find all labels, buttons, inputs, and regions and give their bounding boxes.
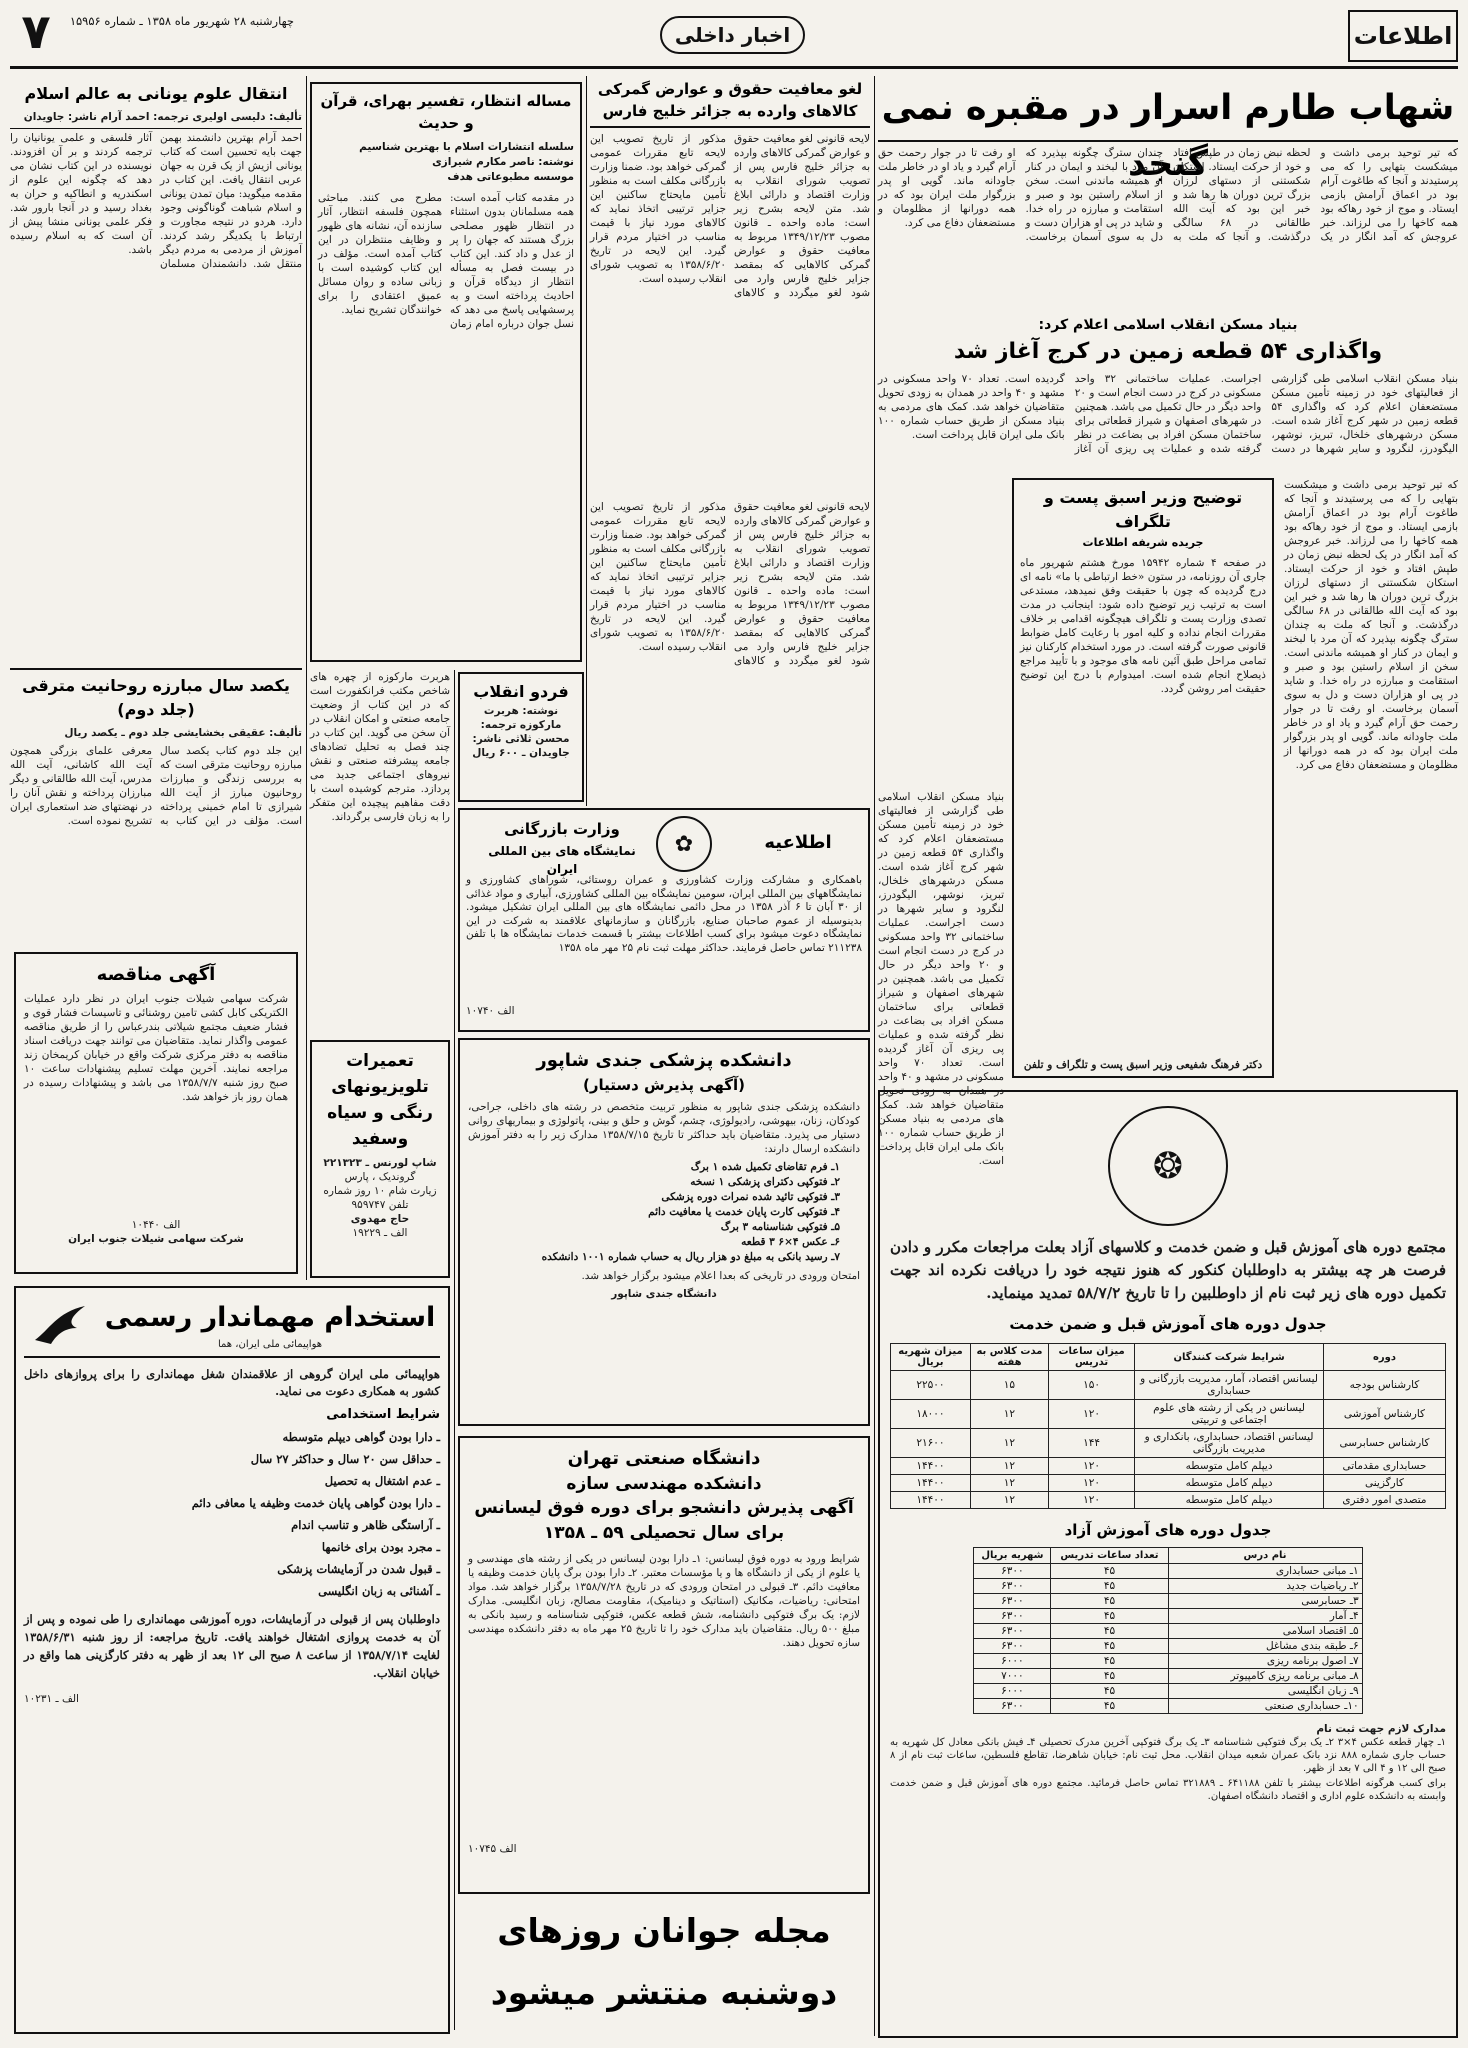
sanati-uni: دانشگاه صنعتی تهران	[567, 1448, 761, 1469]
table-cell: ۴۵	[1051, 1654, 1168, 1669]
table-cell: ۲ـ ریاضیات جدید	[1168, 1579, 1362, 1594]
post-sub: جریده شریفه اطلاعات	[1082, 536, 1204, 549]
ghabl-table-2	[973, 1547, 1362, 1714]
table-cell: ۴ـ آمار	[1168, 1609, 1362, 1624]
table-row	[974, 1594, 1362, 1609]
homa-cond-title: شرایط استخدامی	[326, 1407, 440, 1422]
ghabl-table2-title: جدول دوره های آموزش آزاد	[1064, 1521, 1272, 1539]
expo-box	[458, 808, 870, 1032]
expo-ministry: وزارت بازرگانی	[504, 820, 620, 838]
intizar-body: در مقدمه کتاب آمده است: همه مسلمانان بدون استثناء در انتظار ظهور مصلحی بزرگ هستند که جهان را پر از عدل و داد کند. این کتاب در بیست فصل به مسأله انتظار از دیدگاه قرآن و احادیث پرداخته است و به پرسشهایی پاسخ می دهد که نسل جوان درباره امام زمان مطرح می کنند. مباحثی همچون فلسفه انتظار، آثار سازنده آن، نشانه های ظهور و وظایف منتظران در این کتاب آمده است. مؤلف در این کتاب کوشیده است با زبانی ساده و روان مسائل عمیق اعتقادی را برای خوانندگان تشریح نماید.	[318, 192, 574, 330]
ghabl-table-1	[890, 1343, 1446, 1509]
customs-continued-text: لایحه قانونی لغو معافیت حقوق و عوارض گمرکی کالاهای وارده به جزائر خلیج فارس پس از تصویب شورای انقلاب به وزارت اقتصاد و دارائی ابلاغ شد. متن لایحه بشرح زیر است: ماده واحده ـ قانون مصوب ۱۳۴۹/۱۲/۲۳ مربوط به معافیت حقوق و عوارض گمرکی کالاهایی که بمقصد جزایر خلیج فارس وارد می شود لغو میگردد و کالاهای مذکور از تاریخ تصویب این لایحه تابع مقررات عمومی گمرکی خواهد بود. ضمنا وزارت بازرگانی مکلف است به منظور تأمین مایحتاج ساکنین این جزایر ترتیبی اتخاذ نماید که کالاهای مورد نیاز با قیمت مناسب در اختیار مردم قرار گیرد. این لایحه در تاریخ ۱۳۵۸/۶/۲۰ به تصویب شورای انقلاب رسیده است.	[590, 501, 870, 667]
table-cell: ۱۸۰۰۰	[891, 1400, 971, 1429]
yekom-article	[10, 674, 302, 944]
tender-box	[14, 952, 298, 1274]
expo-logo-icon: ✿	[656, 816, 712, 872]
table-cell: ۱۴۴	[1048, 1429, 1134, 1458]
yekom-headline: یکصد سال مبارزه روحانیت مترقی (جلد دوم)	[22, 676, 290, 719]
customs-article	[590, 78, 870, 498]
table-header-row	[974, 1548, 1362, 1564]
table-cell: ۱۲	[970, 1429, 1048, 1458]
col-rule-1	[874, 76, 875, 2036]
tender-body: شرکت سهامی شیلات جنوب ایران در نظر دارد عملیات الکتریکی کابل کشی تامین روشنائی و تاسیسات فشار قوی و فشار ضعیف مجتمع شیلاتی بندرعباس را از طریق مناقصه عمومی واگذار نماید. متقاضیان می توانند جهت دریافت اسناد مناقصه به دفتر مرکزی شرکت واقع در خیابان کریمخان زند مراجعه نمایند. آخرین مهلت تسلیم پیشنهادات ساعت ۱۰ صبح روز شنبه ۱۳۵۸/۷/۷ می باشد و پیشنهادات رسیده در همان روز باز خواهد شد.	[24, 993, 288, 1103]
table-row	[974, 1654, 1362, 1669]
jondi-item: ۳ـ فتوکپی تائید شده نمرات دوره پزشکی	[661, 1191, 840, 1203]
table-cell: ۴۵	[1051, 1579, 1168, 1594]
table-cell: دیپلم کامل متوسطه	[1135, 1475, 1324, 1492]
jondi-item: ۷ـ رسید بانکی به مبلغ دو هزار ریال به حساب شماره ۱۰۰۱ دانشکده	[541, 1251, 840, 1263]
table-cell: ۷ـ اصول برنامه ریزی	[1168, 1654, 1362, 1669]
ghabl-box	[878, 1090, 1458, 2038]
table-cell: دیپلم کامل متوسطه	[1135, 1458, 1324, 1475]
yekom-body: این جلد دوم کتاب یکصد سال مبارزه روحانیت مترقی است که به بررسی زندگی و مبارزات روحانیون مبارز از آیت الله شیرازی تا امام خمینی پرداخته است. مؤلف در این کتاب به معرفی علمای بزرگی همچون آیت الله کاشانی، آیت الله مدرس، آیت الله طالقانی و دیگر مبارزان پرداخته و نقش آنان را در نهضتهای ضد استعماری ایران تشریح نموده است.	[10, 745, 302, 827]
repair-ref: الف ـ ۱۹۲۲۹	[352, 1227, 408, 1239]
magazine-ad	[458, 1900, 870, 2040]
lead-rule	[878, 140, 1458, 142]
table-cell: ۹ـ زبان انگلیسی	[1168, 1684, 1362, 1699]
bonyad-kicker: بنیاد مسکن انقلاب اسلامی اعلام کرد:	[1038, 317, 1298, 333]
ghabl-docs-title: مدارک لازم جهت ثبت نام	[1316, 1723, 1446, 1735]
repair-hours: زیارت شام ۱۰ روز شماره تلفن ۹۵۹۷۴۷	[323, 1185, 437, 1211]
table-header: شهریه بریال	[974, 1548, 1051, 1564]
marcuse-column	[310, 670, 450, 1030]
jondi-box	[458, 1038, 870, 1426]
tender-title: آگهی مناقصه	[96, 964, 216, 985]
homa-condition: ـ دارا بودن گواهی پایان خدمت وظیفه یا معافی دائم	[191, 1496, 440, 1510]
table-row	[974, 1669, 1362, 1684]
magazine-line-1: مجله جوانان روزهای	[497, 1911, 831, 1950]
table-cell: ۶۰۰۰	[974, 1654, 1051, 1669]
repair-addr: گروندیک ، پارس	[344, 1171, 416, 1183]
table-cell: ۱۲	[970, 1492, 1048, 1509]
table-header: تعداد ساعات تدریس	[1051, 1548, 1168, 1564]
bonyad-continued-text: بنیاد مسکن انقلاب اسلامی طی گزارشی از فعالیتهای خود در زمینه تأمین مسکن مستضعفان اعلام کرد که واگذاری ۵۴ قطعه زمین در شهر کرج آغاز شده است. مسکن درشهرهای خلخال، تبریز، نوشهر، الیگودرز، لنگرود و سایر شهرها در دست اجراست. عملیات ساختمانی ۳۲ واحد مسکونی در کرج در دست انجام است و ۲۰ واحد دیگر در حال تکمیل می باشد. همچنین در شهرهای اصفهان و شیراز قطعاتی برای ساختمان مسکن افراد بی بضاعت در نظر گرفته شده و عملیات پی ریزی آن آغاز گردیده است. تعداد ۷۰ واحد مسکونی در مشهد و ۴۰ واحد در همدان به زودی تحویل متقاضیان خواهد شد. کمک های مردمی به بنیاد مسکن از طریق حساب شماره ۱۰۰ بانک ملی ایران قابل پرداخت است.	[877, 791, 1004, 1167]
jondi-foot: امتحان ورودی در تاریخی که بعدا اعلام میشود برگزار خواهد شد.	[581, 1270, 860, 1282]
table-row	[891, 1371, 1446, 1400]
customs-continued	[590, 500, 870, 780]
table-row	[974, 1609, 1362, 1624]
sanati-title: آگهی پذیرش دانشجو برای دوره فوق لیسانس برای سال تحصیلی ۵۹ ـ ۱۳۵۸	[474, 1498, 854, 1543]
bonyad-continued	[877, 790, 1004, 1167]
table-header: شرایط شرکت کنندگان	[1135, 1344, 1324, 1371]
col-rule-3	[306, 76, 307, 1280]
repair-name: حاج مهدوی	[350, 1213, 410, 1225]
homa-condition: ـ حداقل سن ۲۰ سال و حداکثر ۲۷ سال	[250, 1452, 440, 1466]
post-telegraph-box	[1012, 478, 1274, 1078]
repair-shop: شاپ لورنس ـ ۲۲۱۳۲۳	[323, 1157, 437, 1169]
sanati-dept: دانشکده مهندسی سازه	[566, 1474, 762, 1494]
table-cell: ۴۵	[1051, 1624, 1168, 1639]
homa-note: داوطلبان پس از قبولی در آزمایشات، دوره آموزشی مهمانداری را طی نموده و پس از آن به خدمت پروازی اشتغال خواهند یافت. تاریخ مراجعه: از روز شنبه ۱۳۵۸/۶/۳۱ لغایت ۱۳۵۸/۷/۱۴ از ساعت ۸ صبح الی ۱۲ بعد از ظهر به دفتر کارگزینی هما واقع در خیابان انقلاب.	[24, 1612, 440, 1680]
jondi-uni: دانشکده پزشکی جندی شاپور	[536, 1050, 792, 1071]
lead-continued-text: که تیر توحید برمی داشت و میشکست بتهایی را که می پرستیدند و آنجا که طاغوت آرام بود در اعماق آرامش بازمی ایستاد. و موج از خود رهاکه بود همه کاخها را می لرزاند. خبر عروجش که آمد انگار در یک لحظه نبض زمان در طپش افتاد و خود از حرکت ایستاد. استکان شکستنی از دستهای لرزان بزرگ ترین دوران ها رها شد و خبر این بود که آیت الله طالقانی در ۶۸ سالگی درگذشت. و آنجا که ملت به چندان سترگ چگونه بپذیرد که آن مرد با لبخند و ایمان در کنار او همیشه ماندنی است. سخن از اسلام راستین بود و صبر و استقامت و مبارزه در راه خدا. و شاید در پی او هزاران دست و دل به سوی آسمان برخاست. او رفت تا در جوار رحمت حق آرام گیرد و یاد او در خاطر ملت جاودانه ماند. گویی او پدر بزرگوار ملت ایران بود که در همه دورانها از مظلومان و مستضعفان دفاع می کرد.	[1284, 479, 1458, 771]
table-cell: کارشناس حسابرسی	[1323, 1429, 1445, 1458]
sanati-body: شرایط ورود به دوره فوق لیسانس: ۱ـ دارا بودن لیسانس در یکی از رشته های مهندسی و یا علوم از یکی از دانشگاه ها و یا مؤسسات معتبر. ۲ـ دارا بودن برگ پایان خدمت وظیفه یا معافیت دائم. ۳ـ قبولی در امتحان ورودی که در تاریخ ۱۳۵۸/۷/۲۸ برگزار خواهد شد. مواد امتحانی: ریاضیات، مکانیک (استاتیک و دینامیک)، مقاومت مصالح، زبان انگلیسی. مدارک لازم: یک برگ فتوکپی دانشنامه، شش قطعه عکس، فتوکپی شناسنامه و رسید بانکی به مبلغ ۵۰۰ ریال. متقاضیان باید مدارک خود را تا تاریخ ۲۵ مهر ماه به دفتر دانشکده مهندسی سازه تحویل دهند.	[468, 1553, 860, 1649]
table-header: میزان شهریه بریال	[891, 1344, 971, 1371]
table-cell: ۱۵۰	[1048, 1371, 1134, 1400]
table-cell: ۷۰۰۰	[974, 1669, 1051, 1684]
tv-repair-box	[310, 1040, 450, 1278]
intizar-meta	[318, 140, 574, 185]
table-row	[891, 1429, 1446, 1458]
newspaper-logo: اطلاعات	[1348, 10, 1458, 62]
table-cell: ۱۲۰	[1048, 1475, 1134, 1492]
table-row	[891, 1458, 1446, 1475]
table-cell: ۱۴۴۰۰	[891, 1492, 971, 1509]
table-cell: ۴۵	[1051, 1564, 1168, 1579]
homa-condition: ـ دارا بودن گواهی دیپلم متوسطه	[282, 1430, 440, 1444]
page-number: ۷	[21, 4, 51, 60]
table-row	[974, 1624, 1362, 1639]
table-row	[891, 1492, 1446, 1509]
table-cell: ۴۵	[1051, 1609, 1168, 1624]
tender-ref: الف ۱۰۴۴۰	[131, 1219, 181, 1231]
table-row	[974, 1699, 1362, 1714]
table-cell: ۱۲۰	[1048, 1492, 1134, 1509]
table-cell: ۶۳۰۰	[974, 1699, 1051, 1714]
greek-bottom-rule	[10, 668, 302, 670]
table-cell: ۵ـ اقتصاد اسلامی	[1168, 1624, 1362, 1639]
table-cell: ۴۵	[1051, 1594, 1168, 1609]
lead-continued	[1284, 478, 1458, 1078]
homa-bird-svg	[31, 1302, 91, 1348]
jondi-item: ۶ـ عکس ۴×۶ ۳ قطعه	[741, 1236, 840, 1248]
farvo-meta: نوشته: هربرت مارکوزه ترجمه: محسن ثلاثی ناشر: جاویدان ـ ۶۰۰ ریال	[472, 705, 570, 759]
lead-headline: شهاب طارم اسرار در مقبره نمی گنجد	[881, 88, 1455, 184]
table-cell: ۶۳۰۰	[974, 1594, 1051, 1609]
homa-condition: ـ آراستگی ظاهر و تناسب اندام	[291, 1518, 440, 1532]
ghabl-intro: مجتمع دوره های آموزش قبل و ضمن خدمت و کلاسهای آزاد بعلت مراجعات مکرر و دادن فرصت هر چه بیشتر به داوطلبان کنکور که هنوز نتیجه خود را دریافت نکرده اند جهت تکمیل دوره های زیر ثبت نام از داوطلبین را تا تاریخ ۵۸/۷/۲ تمدید مینماید.	[890, 1238, 1446, 1302]
jondi-item: ۴ـ فتوکپی کارت پایان خدمت یا معافیت دائم	[648, 1206, 840, 1218]
table-cell: ۱۰ـ حسابداری صنعتی	[1168, 1699, 1362, 1714]
table-cell: ۴۵	[1051, 1699, 1168, 1714]
greek-rule	[10, 128, 302, 129]
magazine-line-2: دوشنبه منتشر میشود	[490, 1973, 838, 2012]
table-cell: کارشناس بودجه	[1323, 1371, 1445, 1400]
intizar-meta-3: موسسه مطبوعاتی هدف	[447, 171, 574, 183]
post-headline: توضیح وزیر اسبق پست و تلگراف	[1043, 488, 1243, 531]
ghabl-logo-icon: ❂	[1108, 1106, 1228, 1226]
table-cell: ۱۴۴۰۰	[891, 1458, 971, 1475]
ghabl-foot: برای کسب هرگونه اطلاعات بیشتر با تلفن ۶۴۱۱۸۸ ـ ۳۲۱۸۸۹ تماس حاصل فرمائید. مجتمع دوره های آموزش قبل و ضمن خدمت وابسته به دانشکده علوم اداری و اقتصاد دانشگاه اصفهان.	[890, 1778, 1447, 1802]
table-cell: ۴۵	[1051, 1669, 1168, 1684]
bonyad-headline: واگذاری ۵۴ قطعه زمین در کرج آغاز شد	[953, 339, 1383, 364]
homa-box	[14, 1286, 450, 2034]
issue-date: چهارشنبه ۲۸ شهریور ماه ۱۳۵۸ ـ شماره ۱۵۹۵۶	[69, 14, 294, 28]
masthead-rule	[10, 66, 1458, 69]
table-header: میزان ساعات تدریس	[1048, 1344, 1134, 1371]
jondi-body: دانشکده پزشکی جندی شاپور به منظور تربیت متخصص در رشته های داخلی، جراحی، کودکان، زنان، بیهوشی، رادیولوژی، چشم، گوش و حلق و بینی، پاتولوژی و بیماریهای روانی دستیار می پذیرد. متقاضیان باید حداکثر تا تاریخ ۱۳۵۸/۷/۱۵ مدارک زیر را به دفتر آموزش دانشکده ارسال دارند:	[468, 1101, 860, 1155]
table-cell: ۴۵	[1051, 1684, 1168, 1699]
expo-header	[466, 816, 862, 874]
col-rule-4	[454, 670, 455, 2030]
intizar-meta-2: نوشته: ناصر مکارم شیرازی	[432, 156, 574, 168]
jondi-item: ۵ـ فتوکپی شناسنامه ۳ برگ	[720, 1221, 840, 1233]
table-cell: کارشناس آموزشی	[1323, 1400, 1445, 1429]
table-cell: لیسانس در یکی از رشته های علوم اجتماعی و تربیتی	[1135, 1400, 1324, 1429]
intizar-meta-1: سلسله انتشارات اسلام با بهترین شناسیم	[359, 141, 574, 153]
table-cell: ۱۲۰	[1048, 1458, 1134, 1475]
greek-meta: تألیف: دلیسی اولیری ترجمه: احمد آرام ناشر: جاویدان	[23, 111, 302, 123]
table-cell: ۱۲	[970, 1475, 1048, 1492]
table-row	[974, 1684, 1362, 1699]
post-signature: دکتر فرهنگ شفیعی وزیر اسبق پست و تلگراف و تلفن	[1023, 1059, 1263, 1071]
table-cell: ۶۰۰۰	[974, 1684, 1051, 1699]
table-cell: ۱۵	[970, 1371, 1048, 1400]
table-cell: ۶۳۰۰	[974, 1564, 1051, 1579]
table-cell: ۱۴۴۰۰	[891, 1475, 971, 1492]
post-body: در صفحه ۴ شماره ۱۵۹۴۲ مورخ هشتم شهریور ماه جاری آن روزنامه، در ستون «خط ارتباطی با ما» نامه ای درج گردیده که چون با حقیقت وفق نمیدهد، مستدعی است به ترتیب زیر توضیح داده شود: اینجانب در مدت تصدی وزارت پست و تلگراف هیچگونه اقدامی بر خلاف مقررات انجام نداده و کلیه امور با رعایت کامل ضوابط قانونی صورت گرفته است. در مورد استخدام کارکنان نیز تمامی مراحل طبق آئین نامه های موجود و با تأیید مراجع ذیصلاح انجام شده است. امیدوارم با درج این توضیح حقیقت امر روشن گردد.	[1020, 557, 1266, 695]
customs-rule	[590, 126, 870, 128]
table-cell: ۶۳۰۰	[974, 1624, 1051, 1639]
expo-ref: الف ۱۰۷۴۰	[466, 1005, 515, 1017]
customs-headline: لغو معافیت حقوق و عوارض گمرکی کالاهای وارده به جزائر خلیج فارس	[597, 80, 863, 120]
homa-condition: ـ قبول شدن در آزمایشات پزشکی	[277, 1562, 440, 1576]
homa-ref: الف ـ ۱۰۲۳۱	[24, 1693, 79, 1705]
table-cell: ۲۱۶۰۰	[891, 1429, 971, 1458]
ghabl-table1-title: جدول دوره های آموزش قبل و ضمن خدمت	[1009, 1315, 1327, 1333]
greek-article	[10, 82, 302, 662]
homa-conditions	[24, 1426, 440, 1602]
expo-title: اطلاعیه	[764, 832, 832, 853]
sanati-box	[458, 1436, 870, 1894]
intizar-headline: مساله انتظار، تفسیر بهرای، قرآن و حدیث	[320, 92, 572, 132]
table-header: مدت کلاس به هفته	[970, 1344, 1048, 1371]
expo-body: باهمکاری و مشارکت وزارت کشاورزی و عمران روستائی، شوراهای کشاورزی و نمایشگاههای بین المللی ایران، سومین نمایشگاه بین المللی کشاورزی، آبیاری و مواد غذائی از ۳۰ آبان تا ۶ آذر ۱۳۵۸ در محل دائمی نمایشگاه های بین المللی ایران تشکیل میشود. بدینوسیله از عموم صاحبان صنایع، بازرگانان و سازمانهای علاقمند به شرکت در این نمایشگاه دعوت میشود برای کسب اطلاعات بیشتر با قسمت خدمات نمایشگاه ها با تلفن ۲۱۱۲۳۸ تماس حاصل فرمایند. حداکثر مهلت ثبت نام ۲۵ مهر ماه ۱۳۵۸	[466, 874, 862, 954]
table-header: نام درس	[1168, 1548, 1362, 1564]
table-header: دوره	[1323, 1344, 1445, 1371]
table-row	[891, 1400, 1446, 1429]
table-cell: ۶۳۰۰	[974, 1579, 1051, 1594]
jondi-item: ۲ـ فتوکپی دکترای پزشکی ۱ نسخه	[690, 1176, 840, 1188]
farvo-body: هربرت مارکوزه از چهره های شاخص مکتب فرانکفورت است که در این کتاب از وضعیت جامعه صنعتی و امکان انقلاب در آن سخن می گوید. این کتاب در چند فصل به تحلیل تضادهای جامعه پیشرفته صنعتی و نقش نیروهای اجتماعی جدید می پردازد. مترجم کوشیده است با دقت مفاهیم پیچیده این متفکر را به زبان فارسی برگرداند.	[310, 671, 450, 823]
col-rule-2	[586, 76, 587, 806]
table-cell: ۲۲۵۰۰	[891, 1371, 971, 1400]
table-row	[974, 1564, 1362, 1579]
jondi-title: (آگهی پذیرش دستیار)	[582, 1076, 746, 1094]
section-label: اخبار داخلی	[660, 16, 805, 54]
homa-brand: هواپیمائی ملی ایران، هما	[217, 1339, 323, 1350]
table-cell: متصدی امور دفتری	[1323, 1492, 1445, 1509]
repair-title: تعمیرات تلویزیونهای رنگی و سیاه وسفید	[327, 1051, 433, 1149]
tender-company: شرکت سهامی شیلات جنوب ایران	[68, 1233, 244, 1245]
jondi-sign: دانشگاه جندی شاپور	[611, 1288, 717, 1300]
farvo-title: فردو انقلاب	[473, 682, 569, 701]
table-cell: لیسانس اقتصاد، حسابداری، بانکداری و مدیریت بازرگانی	[1135, 1429, 1324, 1458]
table-cell: ۱ـ مبانی حسابداری	[1168, 1564, 1362, 1579]
ghabl-docs: ۱ـ چهار قطعه عکس ۴×۳ ۲ـ یک برگ فتوکپی شناسنامه ۳ـ یک برگ فتوکپی آخرین مدرک تحصیلی ۴ـ فیش بانکی معادل کل شهریه به حساب جاری شماره ۸۸۸ نزد بانک عمران شعبه میدان انقلاب. محل ثبت نام: خیابان شاهرضا، تقاطع فلسطین، ساعات ثبت نام از ۸ صبح الی ۱۲ و ۴ الی ۷ بعد از ظهر.	[890, 1737, 1447, 1774]
lead-body: که تیر توحید برمی داشت و میشکست بتهایی را که می پرستیدند و آنجا که طاغوت آرام بود در اعماق آرامش بازمی ایستاد. و موج از خود رهاکه بود همه کاخها را می لرزاند. خبر عروجش که آمد انگار در یک لحظه نبض زمان در طپش افتاد و خود از حرکت ایستاد. استکان شکستنی از دستهای لرزان بزرگ ترین دوران ها رها شد و خبر این بود که آیت الله طالقانی در ۶۸ سالگی درگذشت. و آنجا که ملت به چندان سترگ چگونه بپذیرد که آن مرد با لبخند و ایمان در کنار او همیشه ماندنی است. سخن از اسلام راستین بود و صبر و استقامت و مبارزه در راه خدا. و شاید در پی او هزاران دست و دل به سوی آسمان برخاست. او رفت تا در جوار رحمت حق آرام گیرد و یاد او در خاطر ملت جاودانه ماند. گویی او پدر بزرگوار ملت ایران بود که در همه دورانها از مظلومان و مستضعفان دفاع می کرد.	[878, 147, 1458, 243]
homa-condition: ـ عدم اشتغال به تحصیل	[324, 1474, 440, 1488]
table-cell: حسابداری مقدماتی	[1323, 1458, 1445, 1475]
table-cell: ۶۳۰۰	[974, 1639, 1051, 1654]
greek-headline: انتقال علوم یونانی به عالم اسلام	[24, 84, 288, 103]
customs-body: لایحه قانونی لغو معافیت حقوق و عوارض گمرکی کالاهای وارده به جزائر خلیج فارس پس از تصویب شورای انقلاب به وزارت اقتصاد و دارائی ابلاغ شد. متن لایحه بشرح زیر است: ماده واحده ـ قانون مصوب ۱۳۴۹/۱۲/۲۳ مربوط به معافیت حقوق و عوارض گمرکی کالاهایی که بمقصد جزایر خلیج فارس وارد می شود لغو میگردد و کالاهای مذکور از تاریخ تصویب این لایحه تابع مقررات عمومی گمرکی خواهد بود. ضمنا وزارت بازرگانی مکلف است به منظور تأمین مایحتاج ساکنین این جزایر ترتیبی اتخاذ نماید که کالاهای مورد نیاز با قیمت مناسب در اختیار مردم قرار گیرد. این لایحه در تاریخ ۱۳۵۸/۶/۲۰ به تصویب شورای انقلاب رسیده است.	[590, 133, 870, 299]
table-cell: ۱۲۰	[1048, 1400, 1134, 1429]
farvo-box	[458, 672, 584, 802]
jondi-items	[488, 1160, 840, 1265]
homa-intro: هواپیمائی ملی ایران گروهی از علاقمندان شغل مهمانداری را برای پروازهای داخل کشور به همکاری دعوت می نماید.	[24, 1367, 440, 1398]
table-row	[891, 1475, 1446, 1492]
table-cell: ۶۳۰۰	[974, 1609, 1051, 1624]
intizar-box	[310, 82, 582, 662]
table-cell: ۴۵	[1051, 1639, 1168, 1654]
table-row	[974, 1579, 1362, 1594]
table-row	[974, 1639, 1362, 1654]
homa-condition: ـ مجرد بودن برای خانمها	[321, 1540, 440, 1554]
table-cell: ۱۲	[970, 1400, 1048, 1429]
homa-header	[24, 1296, 440, 1358]
greek-body: احمد آرام بهترین دانشمند بهمن جهت بایه تحسین است که کتاب یونانی ازیش از یک قرن به جهان عربی انتقال یافت. این کتاب در مقدمه میگوید: میان تمدن یونانی و اسلام شباهت گوناگونی وجود دارد. هردو در نتیجه مجاورت و ارتباط با یکدیگر رشد کردند. آموزش از مردمی به مردم دیگر منتقل شد. دانشمندان مسلمان آثار فلسفی و علمی یونانیان را ترجمه کردند و بر آن افزودند. نویسنده در این کتاب نشان می دهد که چگونه این علوم از اسکندریه و انطاکیه و حران به بغداد رسید و در آنجا بارور شد. فکر علمی یونانی منشا پیش از آن است که به اسلام رسیده باشد.	[10, 132, 302, 270]
yekom-meta: تألیف: عقیقی بخشایشی جلد دوم ـ یکصد ریال	[64, 727, 302, 739]
expo-org: نمایشگاه های بین المللی ایران	[488, 844, 636, 876]
table-cell: ۶ـ طبقه بندی مشاغل	[1168, 1639, 1362, 1654]
homa-bird-icon	[28, 1300, 94, 1350]
table-cell: ۳ـ حسابرسی	[1168, 1594, 1362, 1609]
homa-title: استخدام مهماندار رسمی	[104, 1302, 436, 1333]
bonyad-body: بنیاد مسکن انقلاب اسلامی طی گزارشی از فعالیتهای خود در زمینه تأمین مسکن مستضعفان اعلام کرد که واگذاری ۵۴ قطعه زمین در شهر کرج آغاز شده است. مسکن درشهرهای خلخال، تبریز، نوشهر، الیگودرز، لنگرود و سایر شهرها در دست اجراست. عملیات ساختمانی ۳۲ واحد مسکونی در کرج در دست انجام است و ۲۰ واحد دیگر در حال تکمیل می باشد. همچنین در شهرهای اصفهان و شیراز قطعاتی برای ساختمان مسکن افراد بی بضاعت در نظر گرفته شده و عملیات پی ریزی آن آغاز گردیده است. تعداد ۷۰ واحد مسکونی در مشهد و ۴۰ واحد در همدان به زودی تحویل متقاضیان خواهد شد. کمک های مردمی به بنیاد مسکن از طریق حساب شماره ۱۰۰ بانک ملی ایران قابل پرداخت است.	[878, 373, 1458, 455]
table-cell: دیپلم کامل متوسطه	[1135, 1492, 1324, 1509]
masthead	[0, 0, 1468, 70]
homa-condition: ـ آشنائی به زبان انگلیسی	[318, 1584, 440, 1598]
sanati-ref: الف ۱۰۷۴۵	[468, 1843, 517, 1855]
table-cell: کارگزینی	[1323, 1475, 1445, 1492]
jondi-item: ۱ـ فرم تقاضای تکمیل شده ۱ برگ	[690, 1161, 840, 1173]
table-header-row	[891, 1344, 1446, 1371]
table-cell: ۱۲	[970, 1458, 1048, 1475]
table-cell: لیسانس اقتصاد، آمار، مدیریت بازرگانی و حسابداری	[1135, 1371, 1324, 1400]
table-cell: ۸ـ مبانی برنامه ریزی کامپیوتر	[1168, 1669, 1362, 1684]
